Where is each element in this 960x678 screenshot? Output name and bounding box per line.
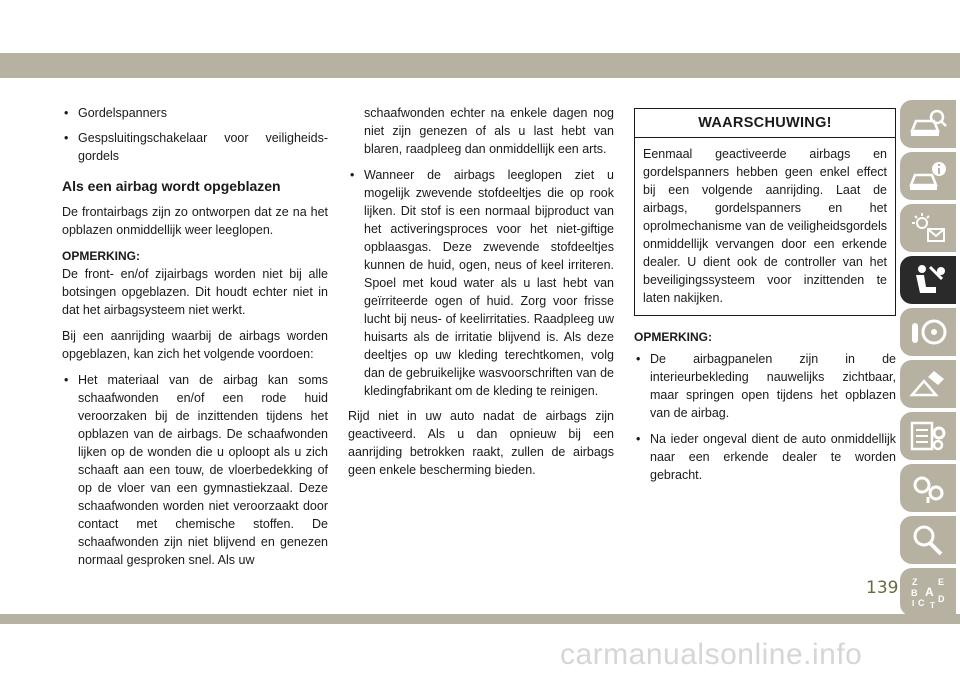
index-letter: E	[938, 577, 945, 587]
warning-box	[634, 108, 896, 316]
bullet-item: • Wanneer de airbags leeglopen ziet u mogelijk zwevende stofdeeltjes die op rook lijken. Dit stof is een normaal bijproduct van het activeringsproces voor het niet-giftige opblaasgas. Deze zwevende stofdeeltjes kunnen de huid, ogen, neus of keel irriteren. Spoel met koud water als u last hebt van geïrriteerde ogen of huid. Zorg voor frisse lucht bij neus- of keelirritaties. Raadpleeg uw huisarts als de irritatie blijvend is. Als deze deeltjes op uw kleding terechtkomen, volg dan de gebruikelijke wasvoorschriften van de kledingfabrikant om de kleding te reinigen.	[348, 166, 614, 400]
index-letter: Z	[912, 577, 918, 587]
bullet-item: • Het materiaal van de airbag kan soms schaafwonden en/of een rode huid veroorzaken bij de inzittenden tijdens het opblazen van de airbags. De schaafwonden lijken op de wonden die u oploopt als u zich schaaft aan een touw, de vloerbedekking of op de vloer van een gymnastiekzaal. Deze schaafwonden worden niet veroorzaakt door contact met chemische stoffen. De schaafwonden zijn niet blijvend en genezen normaal gesproken snel. Als uw	[62, 371, 328, 569]
bottom-color-band	[0, 614, 960, 624]
maintenance-list-icon[interactable]	[900, 412, 956, 460]
bullet-item: • De airbagpanelen zijn in de interieurbekleding nauwelijks zichtbaar, maar springen open tijdens het opblazen van de airbag.	[634, 350, 896, 422]
paragraph: De front- en/of zijairbags worden niet bij alle botsingen opgeblazen. Dit houdt echter niet in dat het airbagsysteem niet werkt.	[62, 267, 328, 317]
index-letter: A	[925, 585, 934, 599]
index-letter: D	[938, 594, 945, 604]
index-letter: B	[911, 588, 918, 598]
note-label: OPMERKING:	[62, 249, 140, 263]
column-middle	[348, 104, 614, 487]
bullet-item: • Gordelspanners	[62, 104, 328, 122]
paragraph-continued: schaafwonden echter na enkele dagen nog niet zijn genezen of als u last hebt van blaren, raadpleeg dan onmiddellijk een arts.	[364, 106, 614, 156]
index-letters-icon[interactable]	[900, 568, 956, 616]
top-color-band	[0, 53, 960, 78]
seat-safety-icon[interactable]	[900, 256, 956, 304]
warning-title: WAARSCHUWING!	[635, 109, 895, 138]
multimedia-gear-icon[interactable]	[900, 464, 956, 512]
column-right	[634, 108, 896, 492]
paragraph: Rijd niet in uw auto nadat de airbags zijn geactiveerd. Als u dan opnieuw bij een aanrijding betrokken raakt, zullen de airbags geen enkele bescherming bieden.	[348, 409, 614, 477]
car-search-icon[interactable]	[900, 100, 956, 148]
index-letter: C	[918, 598, 925, 608]
steering-key-icon[interactable]	[900, 308, 956, 356]
watermark: carmanualsonline.info	[560, 638, 863, 671]
hazard-triangle-icon[interactable]	[900, 360, 956, 408]
car-info-icon[interactable]	[900, 152, 956, 200]
chapter-tabs	[900, 100, 960, 620]
warning-text: Eenmaal geactiveerde airbags en gordelspanners hebben geen enkel effect bij een volgende aanrijding. Laat de airbags, gordelspanners en het oprolmechanisme van de veiligheidsgordels onmiddellijk vervangen door een erkende dealer. U dient ook de controller van het beveiligingssysteem voor inzittenden te laten nakijken.	[643, 147, 887, 305]
paragraph: Bij een aanrijding waarbij de airbags worden opgeblazen, kan zich het volgende voordoen:	[62, 329, 328, 361]
index-letter: T	[930, 601, 935, 609]
paragraph: De frontairbags zijn zo ontworpen dat ze na het opblazen onmiddellijk weer leeglopen.	[62, 205, 328, 237]
note-label: OPMERKING:	[634, 330, 712, 344]
index-letter: I	[912, 599, 915, 608]
page-number: 139	[866, 578, 899, 598]
column-left	[62, 104, 328, 576]
section-heading: Als een airbag wordt opgeblazen	[62, 178, 281, 194]
magnifier-icon[interactable]	[900, 516, 956, 564]
warning-lights-icon[interactable]	[900, 204, 956, 252]
bullet-item: • Gespsluitingschakelaar voor veiligheids-gordels	[62, 129, 328, 165]
bullet-item: • Na ieder ongeval dient de auto onmiddellijk naar een erkende dealer te worden gebracht.	[634, 430, 896, 484]
